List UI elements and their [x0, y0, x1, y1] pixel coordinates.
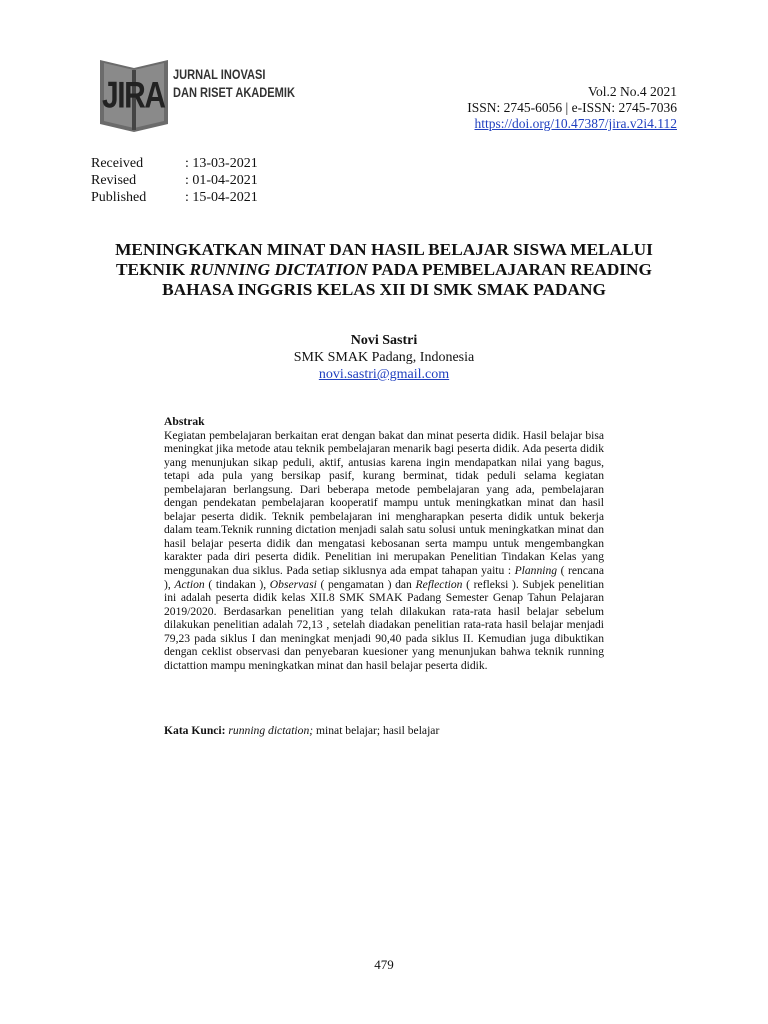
abstract-text: Kegiatan pembelajaran berkaitan erat dengan bakat dan minat peserta didik. Hasil belajar bisa meningkat jika metode atau teknik pembelajaran menarik bagi peserta didik. Ada peserta didik yang menunjukan sikap peduli, aktif, antusias karena ingin mendapatkan nilai yang bagus, tetapi ada pula yang bersikap pasif, kurang berminat, tidak peduli selama kegiatan pembelajaran berlangsung. Dari beberapa metode pembelajaran yang ada, pembelajaran dengan pendekatan pembelajaran kooperatif mampu untuk meningkatkan minat dan hasil belajar peserta didik. Teknik pembelajaran ini mengharapkan peserta didik untuk bekerja dalam team.Teknik running dictation menjadi salah satu solusi untuk meningkatkan minat dan hasil belajar peserta didik dan mengatasi kebosanan serta mampu untuk mengembangkan karakter pada diri peserta didik. Penelitian ini merupakan Penelitian Tindakan Kelas yang menggunakan dua siklus. Pada setiap siklusnya ada empat tahapan yaitu :	[164, 428, 604, 578]
logo-mark-text: JIRA	[102, 74, 166, 117]
abstract-term: Observasi	[269, 577, 317, 591]
doi-link[interactable]: https://doi.org/10.47387/jira.v2i4.112	[474, 116, 677, 131]
abstract-text: ( refleksi ). Subjek penelitian ini adalah peserta didik kelas XII.8 SMK SMAK Padang Semester Genap Tahun Pelajaran 2019/2020. Berdasarkan penelitian yang telah dilakukan rata-rata hasil belajar sebelum dilakukan penelitian adalah 72,13 , setelah diadakan penelitian rata-rata hasil belajar menjadi 79,23 pada siklus I dan meningkat menjadi 90,40 pada siklus II. Kemudian juga dibuktikan dengan ceklist observasi dan penyebaran kuesioner yang menunjukan bahwa teknik running dictattion mampu meningkatkan minat dan hasil belajar peserta didik.	[164, 577, 604, 672]
date-row-revised	[91, 172, 258, 189]
keywords	[164, 724, 439, 738]
date-label: Received	[91, 156, 144, 171]
abstract-text: ( rencana ),	[164, 564, 604, 591]
abstract-term: Action	[174, 577, 205, 591]
title-part1: MENINGKATKAN MINAT DAN HASIL BELAJAR SISWA MELALUI TEKNIK	[115, 240, 653, 279]
title-part2: PADA PEMBELAJARAN READING BAHASA INGGRIS KELAS XII DI SMK SMAK PADANG	[162, 260, 652, 299]
date-label: Revised	[91, 173, 137, 188]
keywords-italic: running dictation;	[225, 724, 314, 737]
author-affiliation: SMK SMAK Padang, Indonesia	[293, 350, 475, 365]
volume-issue: Vol.2 No.4 2021	[587, 84, 677, 99]
abstract-heading: Abstrak	[164, 415, 205, 428]
date-value: : 01-04-2021	[185, 173, 258, 188]
journal-name-line1: JURNAL INOVASI	[173, 67, 266, 82]
date-value: : 15-04-2021	[185, 190, 258, 205]
issn: ISSN: 2745-6056 | e-ISSN: 2745-7036	[467, 100, 677, 115]
date-value: : 13-03-2021	[185, 156, 258, 171]
author-email-link[interactable]: novi.sastri@gmail.com	[318, 367, 450, 382]
abstract-body	[164, 429, 604, 673]
date-row-published	[91, 189, 258, 206]
paper-title	[80, 240, 688, 300]
date-row-received	[91, 155, 258, 172]
journal-name	[173, 66, 295, 102]
title-italic: RUNNING DICTATION	[189, 260, 368, 279]
abstract-term: Reflection	[415, 577, 463, 591]
book-logo-icon	[94, 54, 174, 134]
page-number: 479	[374, 957, 394, 972]
journal-name-line2: DAN RISET AKADEMIK	[173, 85, 295, 100]
publication-info	[467, 84, 677, 132]
abstract-text: ( tindakan ),	[204, 577, 270, 591]
article-dates	[91, 155, 258, 206]
abstract-text: ( pengamatan ) dan	[316, 577, 416, 591]
author-name: Novi Sastri	[350, 333, 418, 348]
date-label: Published	[91, 190, 147, 205]
keywords-rest: minat belajar; hasil belajar	[313, 724, 440, 737]
author-block	[0, 332, 768, 383]
keywords-label: Kata Kunci:	[164, 724, 226, 737]
abstract-term: Planning	[514, 564, 558, 578]
abstract	[164, 415, 604, 672]
journal-logo	[94, 54, 294, 134]
